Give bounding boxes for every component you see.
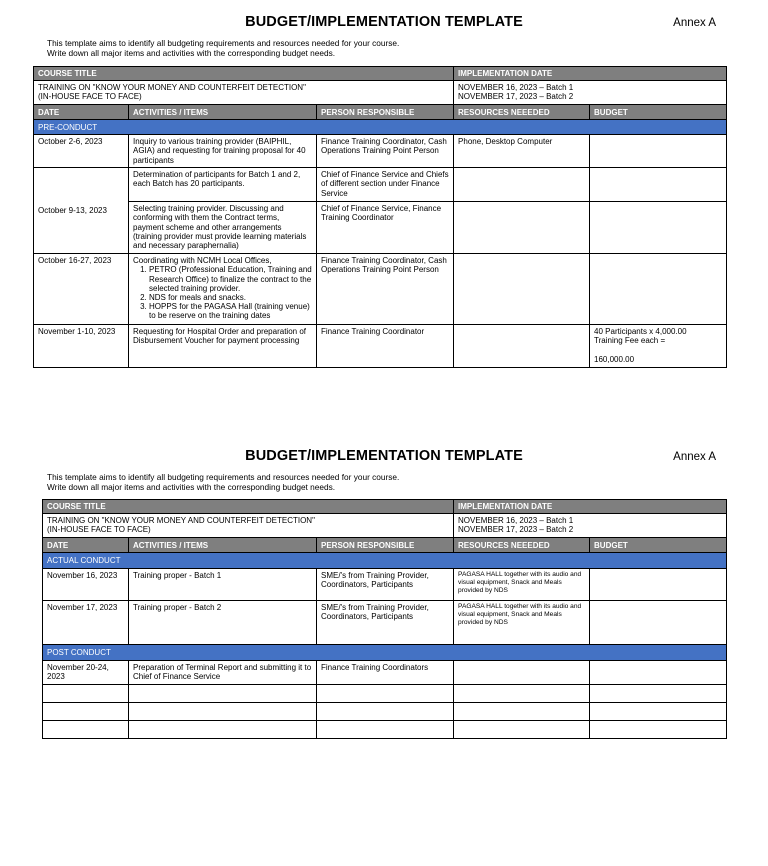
list-item: 1. PETRO (Professional Education, Training and Research Office) to finalize the contract to the selected training provider. (149, 265, 312, 293)
date-cell: October 2-6, 2023 (34, 135, 129, 168)
empty-cell (454, 703, 590, 721)
resources-cell (454, 661, 590, 685)
phase-row (34, 120, 727, 135)
budget-cell (590, 661, 727, 685)
date-cell: November 1-10, 2023 (34, 325, 129, 368)
budget-text: Training Fee each = (594, 336, 666, 346)
table-row (34, 325, 727, 368)
activity-cell: Preparation of Terminal Report and submitting it to Chief of Finance Service (129, 661, 317, 685)
person-cell: Finance Training Coordinators (317, 661, 454, 685)
person-cell: Finance Training Coordinator, Cash Operations Training Point Person (317, 254, 454, 325)
implementation-date-text: NOVEMBER 17, 2023 – Batch 2 (458, 92, 574, 102)
person-cell: Finance Training Coordinator, Cash Operations Training Point Person (317, 135, 454, 168)
empty-cell (590, 721, 727, 739)
course-title-header: COURSE TITLE (43, 500, 454, 514)
implementation-date-header: IMPLEMENTATION DATE (454, 500, 727, 514)
implementation-date-cell (454, 514, 727, 538)
activity-list (133, 265, 312, 320)
budget-cell (590, 325, 727, 368)
empty-cell (129, 685, 317, 703)
intro-line: Write down all major items and activities with the corresponding budget needs. (47, 482, 336, 492)
empty-row (43, 721, 727, 739)
column-header-row (34, 105, 727, 120)
course-title-text: (IN-HOUSE FACE TO FACE) (47, 525, 151, 535)
course-title-header: COURSE TITLE (34, 67, 454, 81)
implementation-date-text: NOVEMBER 17, 2023 – Batch 2 (458, 525, 574, 535)
course-header-row (34, 67, 727, 81)
intro-line: Write down all major items and activities with the corresponding budget needs. (47, 48, 336, 58)
date-cell: November 20-24, 2023 (43, 661, 129, 685)
col-resources: RESOURCES NEEEDED (454, 105, 590, 120)
empty-cell (317, 721, 454, 739)
page-1 (0, 0, 768, 400)
resources-cell (454, 168, 590, 202)
table-row (34, 202, 727, 254)
course-info-row (43, 514, 727, 538)
table-row (34, 168, 727, 202)
intro-text (47, 38, 399, 58)
empty-cell (43, 685, 129, 703)
person-cell: SME/'s from Training Provider, Coordinators, Participants (317, 569, 454, 601)
annex-label: Annex A (673, 451, 716, 463)
intro-line: This template aims to identify all budgeting requirements and resources needed for your course. (47, 472, 400, 482)
page-title: BUDGET/IMPLEMENTATION TEMPLATE (245, 448, 523, 464)
person-cell: Chief of Finance Service and Chiefs of different section under Finance Service (317, 168, 454, 202)
budget-cell (590, 254, 727, 325)
empty-cell (317, 703, 454, 721)
phase-label: PRE-CONDUCT (34, 120, 727, 135)
list-item: 3. HOPPS for the PAGASA Hall (training venue) to be reserve on the training dates (149, 302, 312, 320)
date-cell: October 9-13, 2023 (34, 168, 129, 254)
col-activities: ACTIVITIES / ITEMS (129, 538, 317, 553)
date-cell: November 17, 2023 (43, 601, 129, 645)
col-budget: BUDGET (590, 538, 727, 553)
person-cell: Finance Training Coordinator (317, 325, 454, 368)
activity-cell (129, 254, 317, 325)
budget-table (42, 499, 727, 739)
activity-cell: Selecting training provider. Discussing and conforming with them the Contract terms, payment scheme and other arrangements (training provider must provide learning materials and necessary paraphernalia) (129, 202, 317, 254)
budget-text: 40 Participants x 4,000.00 (594, 327, 687, 337)
col-budget: BUDGET (590, 105, 727, 120)
empty-cell (454, 685, 590, 703)
col-date: DATE (43, 538, 129, 553)
phase-row (43, 645, 727, 661)
budget-cell (590, 135, 727, 168)
person-cell: Chief of Finance Service, Finance Training Coordinator (317, 202, 454, 254)
empty-cell (590, 703, 727, 721)
empty-row (43, 685, 727, 703)
course-info-row (34, 81, 727, 105)
course-title-text: TRAINING ON "KNOW YOUR MONEY AND COUNTERFEIT DETECTION" (38, 83, 306, 93)
col-activities: ACTIVITIES / ITEMS (129, 105, 317, 120)
resources-cell: PAGASA HALL together with its audio and visual equipment, Snack and Meals provided by NDS (454, 569, 590, 601)
empty-row (43, 703, 727, 721)
empty-cell (129, 721, 317, 739)
annex-label: Annex A (673, 17, 716, 29)
activity-cell: Training proper - Batch 1 (129, 569, 317, 601)
empty-cell (454, 721, 590, 739)
col-date: DATE (34, 105, 129, 120)
resources-cell (454, 325, 590, 368)
page-title: BUDGET/IMPLEMENTATION TEMPLATE (245, 14, 523, 30)
empty-cell (590, 685, 727, 703)
col-resources: RESOURCES NEEEDED (454, 538, 590, 553)
empty-cell (43, 703, 129, 721)
intro-text (47, 472, 399, 492)
activity-cell: Requesting for Hospital Order and preparation of Disbursement Voucher for payment processing (129, 325, 317, 368)
activity-cell: Inquiry to various training provider (BAIPHIL, AGIA) and requesting for training proposal for 40 participants (129, 135, 317, 168)
budget-total: 160,000.00 (594, 354, 635, 364)
budget-table (33, 66, 727, 368)
budget-cell (590, 601, 727, 645)
phase-label: ACTUAL CONDUCT (43, 553, 727, 569)
resources-cell (454, 254, 590, 325)
col-person: PERSON RESPONSIBLE (317, 105, 454, 120)
empty-cell (129, 703, 317, 721)
column-header-row (43, 538, 727, 553)
budget-cell (590, 202, 727, 254)
table-row (34, 135, 727, 168)
resources-cell (454, 202, 590, 254)
page-2 (0, 434, 768, 866)
activity-cell: Determination of participants for Batch 1 and 2, each Batch has 20 participants. (129, 168, 317, 202)
activity-cell: Training proper - Batch 2 (129, 601, 317, 645)
implementation-date-header: IMPLEMENTATION DATE (454, 67, 727, 81)
phase-label: POST CONDUCT (43, 645, 727, 661)
table-row (43, 569, 727, 601)
course-header-row (43, 500, 727, 514)
empty-cell (317, 685, 454, 703)
implementation-date-text: NOVEMBER 16, 2023 – Batch 1 (458, 83, 574, 93)
implementation-date-cell (454, 81, 727, 105)
date-cell: October 16-27, 2023 (34, 254, 129, 325)
course-title-text: TRAINING ON "KNOW YOUR MONEY AND COUNTERFEIT DETECTION" (47, 516, 315, 526)
col-person: PERSON RESPONSIBLE (317, 538, 454, 553)
intro-line: This template aims to identify all budgeting requirements and resources needed for your course. (47, 38, 400, 48)
resources-cell: Phone, Desktop Computer (454, 135, 590, 168)
course-title-cell (34, 81, 454, 105)
activity-intro: Coordinating with NCMH Local Offices, (133, 256, 272, 266)
phase-row (43, 553, 727, 569)
list-item: 2. NDS for meals and snacks. (149, 293, 312, 302)
budget-cell (590, 569, 727, 601)
date-cell: November 16, 2023 (43, 569, 129, 601)
implementation-date-text: NOVEMBER 16, 2023 – Batch 1 (458, 516, 574, 526)
resources-cell: PAGASA HALL together with its audio and visual equipment, Snack and Meals provided by NDS (454, 601, 590, 645)
budget-cell (590, 168, 727, 202)
course-title-cell (43, 514, 454, 538)
table-row (34, 254, 727, 325)
empty-cell (43, 721, 129, 739)
table-row (43, 601, 727, 645)
table-row (43, 661, 727, 685)
person-cell: SME/'s from Training Provider, Coordinators, Participants (317, 601, 454, 645)
course-title-text: (IN-HOUSE FACE TO FACE) (38, 92, 142, 102)
